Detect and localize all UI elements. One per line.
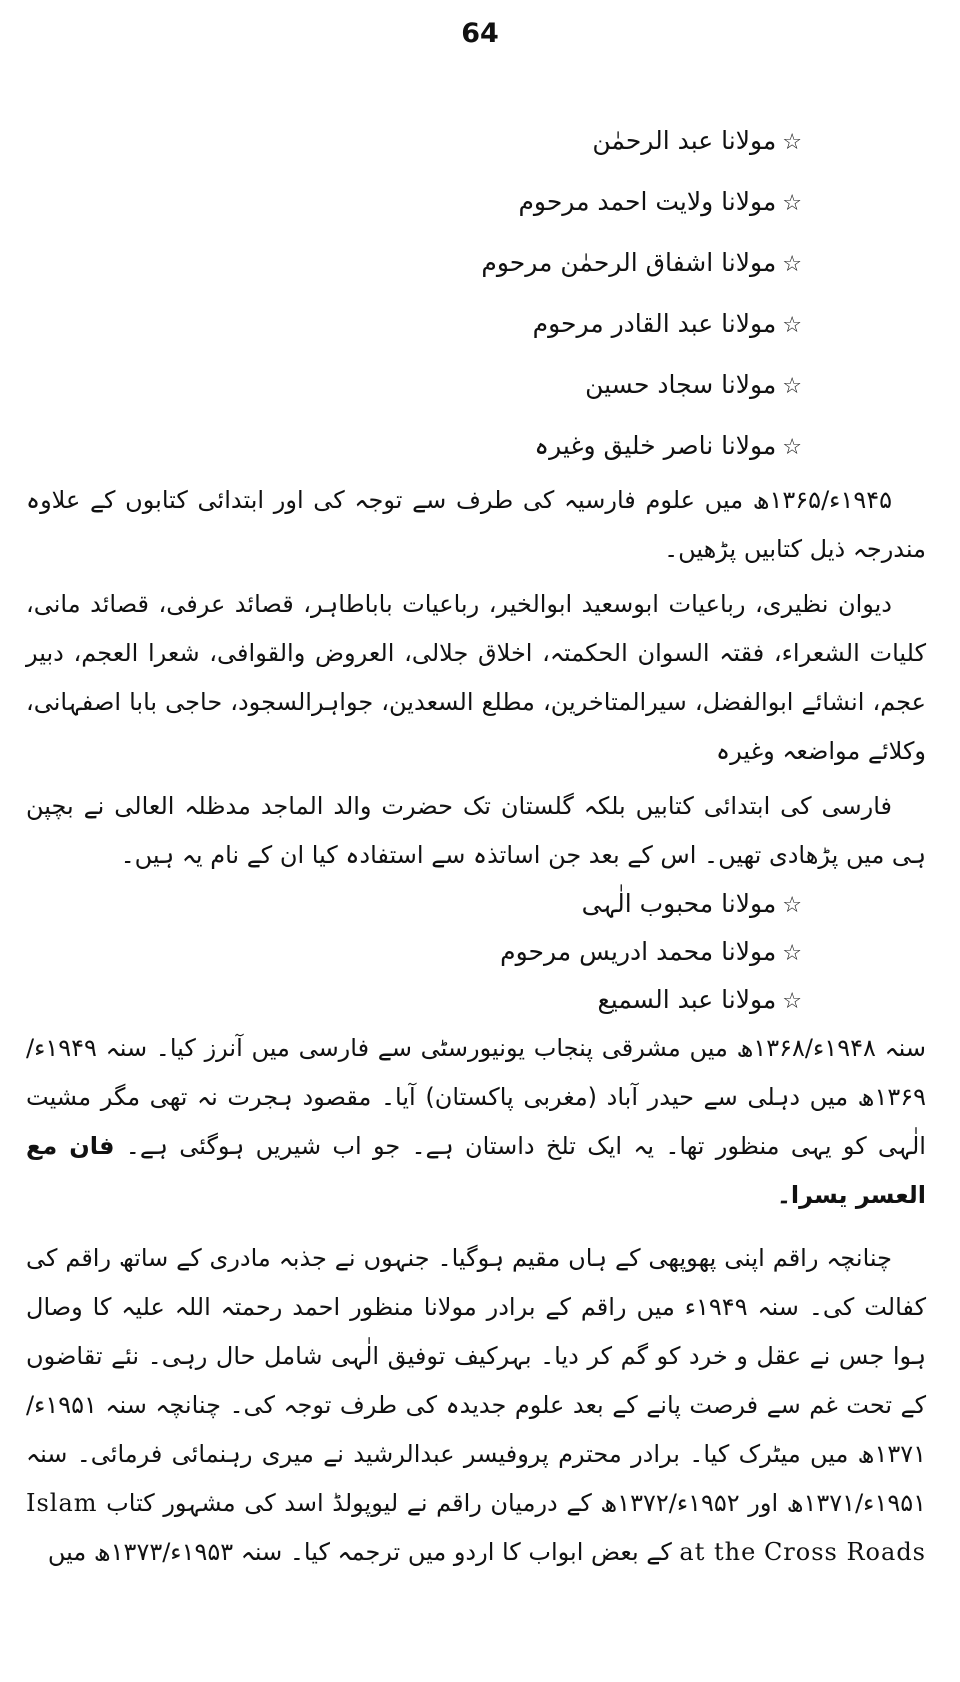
list-item: ☆مولانا محمد ادریس مرحوم (500, 937, 802, 966)
list-item: ☆مولانا سجاد حسین (585, 370, 802, 399)
list-item: ☆مولانا عبد السمیع (597, 985, 802, 1014)
paragraph-books-list: دیوان نظیری، رباعیات ابوسعید ابوالخیر، رباعیات باباطاہر، قصائد عرفی، قصائد مانی، کلیات الشعراء، فقتہ السوان الحکمتہ، اخلاق جلالی، العروض والقوافی، شعرا العجم، دبیر عجم، انشائے ابوالفضل، سیرالمتاخرین، مطلع السعدین، جواہرالسجود، حاجی بابا اصفہانی، وکلائے مواضعہ وغیرہ (26, 590, 926, 765)
list-item: ☆مولانا محبوب الٰہی (581, 889, 802, 918)
star-icon: ☆ (782, 435, 802, 460)
star-icon: ☆ (782, 374, 802, 399)
list-item: ☆مولانا اشفاق الرحمٰن مرحوم (481, 248, 802, 277)
page-number: 64 (461, 18, 499, 49)
teachers-list-2 (26, 880, 926, 1024)
list-item: ☆مولانا عبد القادر مرحوم (532, 309, 802, 338)
star-icon: ☆ (782, 941, 802, 966)
list-item: ☆مولانا عبد الرحمٰن (592, 126, 802, 155)
list-item: ☆مولانا ناصر خلیق وغیرہ (534, 431, 802, 460)
star-icon: ☆ (782, 130, 802, 155)
paragraph-early-teaching: فارسی کی ابتدائی کتابیں بلکہ گلستان تک حضرت والد الماجد مدظلہ العالی نے بچپن ہی میں پڑھادی تھیں۔ اس کے بعد جن اساتذہ سے استفادہ کیا ان کے نام یہ ہیں۔ (26, 792, 926, 869)
paragraph-honours: سنہ ۱۹۴۸ء/۱۳۶۸ھ میں مشرقی پنجاب یونیورسٹی سے فارسی میں آنرز کیا۔ سنہ ۱۹۴۹ء/۱۳۶۹ھ میں دہلی سے حیدر آباد (مغربی پاکستان) آیا۔ مقصود ہجرت نہ تھی مگر مشیت الٰہی کو یہی منظور تھا۔ یہ ایک تلخ داستان ہے۔ جو اب شیریں ہوگئی ہے۔ فان مع العسر یسرا۔ (26, 1034, 926, 1209)
star-icon: ☆ (782, 989, 802, 1014)
list-item: ☆مولانا ولایت احمد مرحوم (518, 187, 802, 216)
arabic-quote: فان مع العسر یسرا۔ (26, 1132, 926, 1209)
star-icon: ☆ (782, 313, 802, 338)
book-title-part-2: Cross Roads (763, 1538, 926, 1566)
paragraph-persian-studies: ۱۹۴۵ء/۱۳۶۵ھ میں علوم فارسیہ کی طرف سے توجہ کی اور ابتدائی کتابوں کے علاوہ مندرجہ ذیل کتابیں پڑھیں۔ (26, 486, 926, 563)
star-icon: ☆ (782, 893, 802, 918)
page-content (26, 110, 926, 1577)
teachers-list-1 (26, 110, 926, 476)
book-title-part-1: Islam at the (26, 1489, 757, 1566)
star-icon: ☆ (782, 191, 802, 216)
star-icon: ☆ (782, 252, 802, 277)
paragraph-later-life: چنانچہ راقم اپنی پھوپھی کے ہاں مقیم ہوگیا۔ جنہوں نے جذبہ مادری کے ساتھ راقم کی کفالت کی۔ سنہ ۱۹۴۹ء میں راقم کے برادر مولانا منظور احمد رحمتہ اللہ علیہ کا وصال ہوا جس نے عقل و خرد کو گم کر دیا۔ بہرکیف توفیق الٰہی شامل حال رہی۔ نئے تقاضوں کے تحت غم سے فرصت پانے کے بعد علوم جدیدہ کی طرف توجہ کی۔ چنانچہ سنہ ۱۹۵۱ء/۱۳۷۱ھ میں میٹرک کیا۔ برادر محترم پروفیسر عبدالرشید نے میری رہنمائی فرمائی۔ سنہ ۱۹۵۱ء/۱۳۷۱ھ اور ۱۹۵۲ء/۱۳۷۲ھ کے درمیان راقم نے لیوپولڈ اسد کی مشہور کتاب Islam at the Cross Roads کے بعض ابواب کا اردو میں ترجمہ کیا۔ سنہ ۱۹۵۳ء/۱۳۷۳ھ میں (26, 1244, 926, 1566)
